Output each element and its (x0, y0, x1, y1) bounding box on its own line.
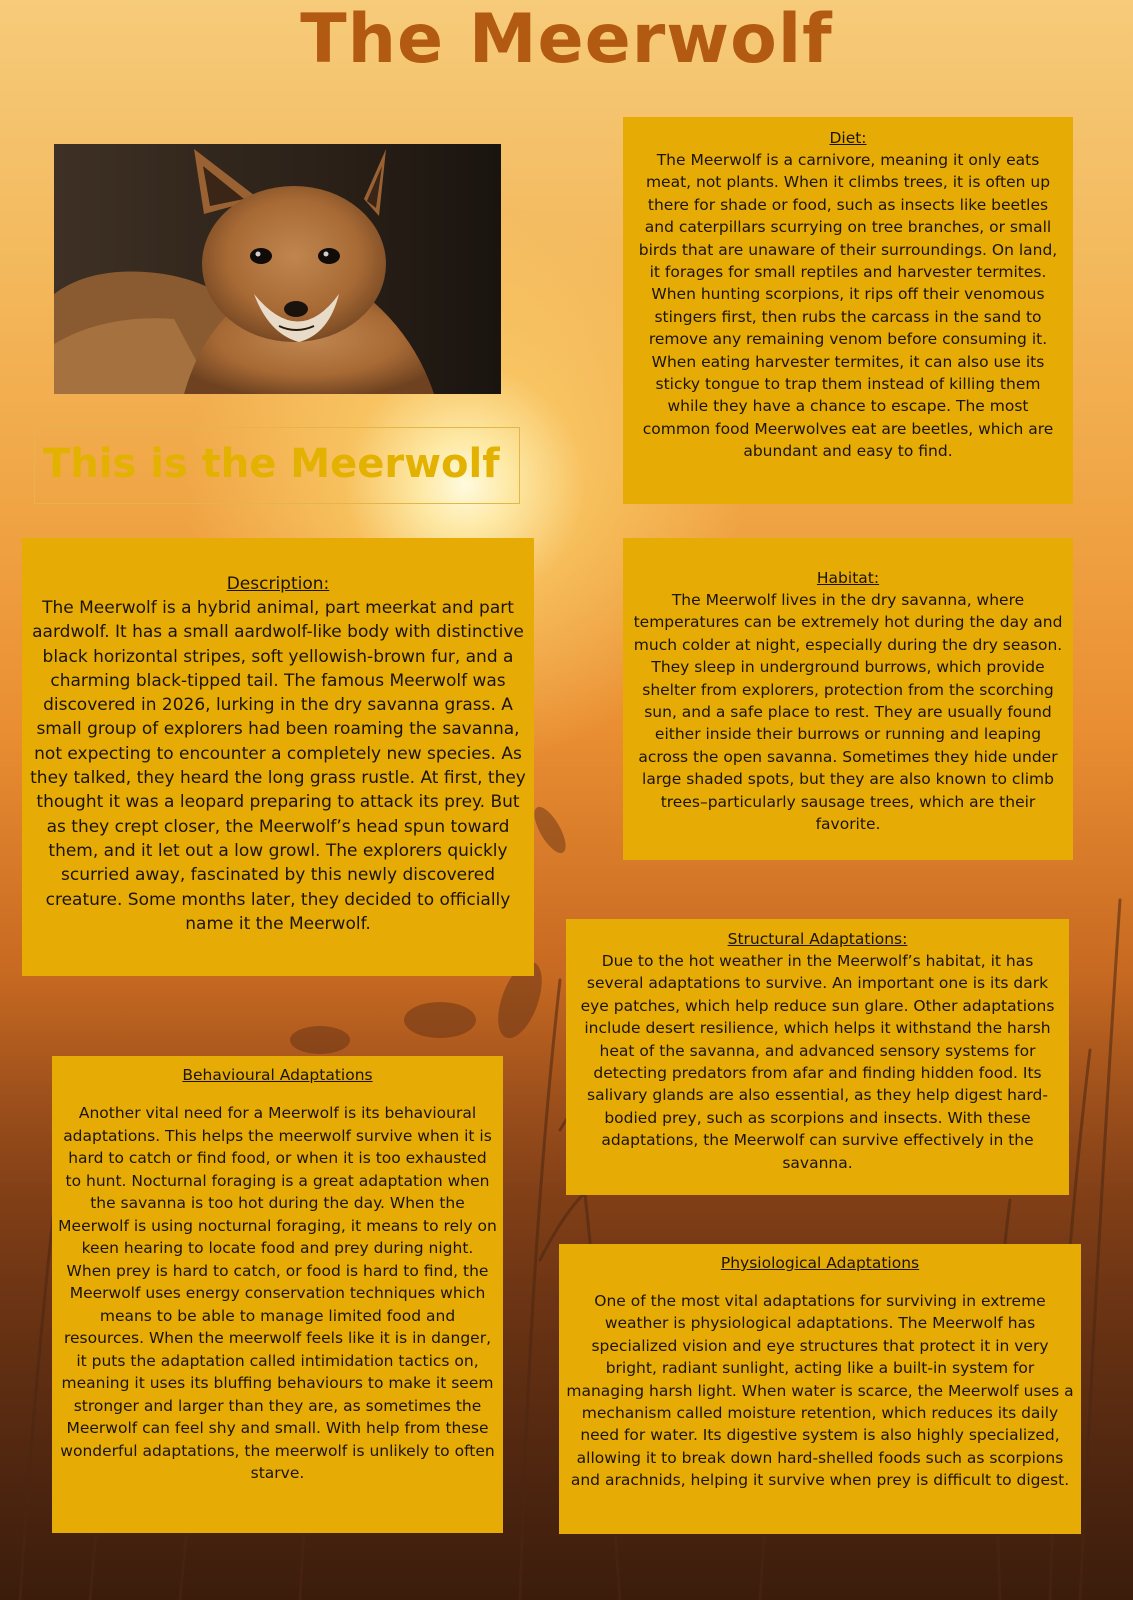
subtitle: This is the Meerwolf (43, 441, 500, 487)
description-card (22, 538, 534, 976)
physiological-adaptations-card (559, 1244, 1081, 1534)
habitat-card (623, 538, 1073, 860)
description-heading: Description: (226, 574, 330, 594)
habitat-heading: Habitat: (816, 569, 880, 587)
habitat-text: The Meerwolf lives in the dry savanna, where temperatures can be extremely hot during the day and much colder at night, especially during the dry season. They sleep in underground burrows, which provide shelter from explorers, protection from the scorching sun, and a safe place to rest. They are usually found either inside their burrows or running and leaping across the open savanna. Sometimes they hide under large shaded spots, but they are also known to climb trees–particularly sausage trees, which are their favorite. (633, 591, 1063, 834)
physiological-adaptations-text: One of the most vital adaptations for surviving in extreme weather is physiological adaptations. The Meerwolf has specialized vision and eye structures that protect it in very bright, radiant sunlight, acting like a built-in system for managing harsh light. When water is scarce, the Meerwolf uses a mechanism called moisture retention, which reduces its daily need for water. Its digestive system is also highly specialized, allowing it to break down hard-shelled foods such as scorpions and arachnids, helping it survive when prey is difficult to digest. (566, 1292, 1074, 1490)
diet-card (623, 117, 1073, 504)
subtitle-box (34, 427, 520, 504)
meerwolf-photo (54, 144, 501, 394)
behavioural-adaptations-heading: Behavioural Adaptations (182, 1066, 373, 1084)
structural-adaptations-card (566, 919, 1069, 1195)
meerwolf-photo-icon (54, 144, 501, 394)
behavioural-adaptations-card (52, 1056, 503, 1533)
diet-heading: Diet: (829, 129, 867, 147)
poster-title: The Meerwolf (300, 0, 833, 79)
structural-adaptations-heading: Structural Adaptations: (727, 930, 908, 948)
behavioural-adaptations-text: Another vital need for a Meerwolf is its behavioural adaptations. This helps the meerwolf survive when it is hard to catch or find food, or when it is too exhausted to hunt. Nocturnal foraging is a great adaptation when the savanna is too hot during the day. When the Meerwolf is using nocturnal foraging, it means to rely on keen hearing to locate food and prey during night. When prey is hard to catch, or food is hard to find, the Meerwolf uses energy conservation techniques which means to be able to manage limited food and resources. When the meerwolf feels like it is in danger, it puts the adaptation called intimidation tactics on, meaning it uses its bluffing behaviours to make it seem stronger and larger than they are, as sometimes the Meerwolf can feel shy and small. With help from these wonderful adaptations, the meerwolf is unlikely to often starve. (58, 1104, 497, 1482)
physiological-adaptations-heading: Physiological Adaptations (720, 1254, 920, 1272)
structural-adaptations-text: Due to the hot weather in the Meerwolf’s habitat, it has several adaptations to survive. An important one is its dark eye patches, which help reduce sun glare. Other adaptations include desert resilience, which helps it withstand the harsh heat of the savanna, and advanced sensory systems for detecting predators from afar and finding hidden food. Its salivary glands are also essential, as they help digest hard-bodied prey, such as scorpions and insects. With these adaptations, the Meerwolf can survive effectively in the savanna. (580, 952, 1055, 1172)
description-text: The Meerwolf is a hybrid animal, part meerkat and part aardwolf. It has a small aardwolf-like body with distinctive black horizontal stripes, soft yellowish-brown fur, and a charming black-tipped tail. The famous Meerwolf was discovered in 2026, lurking in the dry savanna grass. A small group of explorers had been roaming the savanna, not expecting to encounter a completely new species. As they talked, they heard the long grass rustle. At first, they thought it was a leopard preparing to attack its prey. But as they crept closer, the Meerwolf’s head spun toward them, and it let out a low growl. The explorers quickly scurried away, fascinated by this newly discovered creature. Some months later, they decided to officially name it the Meerwolf. (30, 598, 526, 934)
diet-text: The Meerwolf is a carnivore, meaning it only eats meat, not plants. When it climbs trees, it is often up there for shade or food, such as insects like beetles and caterpillars scurrying on tree branches, or small birds that are unaware of their surroundings. On land, it forages for small reptiles and harvester termites. When hunting scorpions, it rips off their venomous stingers first, then rubs the carcass in the sand to remove any remaining venom before consuming it. When eating harvester termites, it can also use its sticky tongue to trap them instead of killing them while they have a chance to escape. The most common food Meerwolves eat are beetles, which are abundant and easy to find. (638, 151, 1058, 461)
